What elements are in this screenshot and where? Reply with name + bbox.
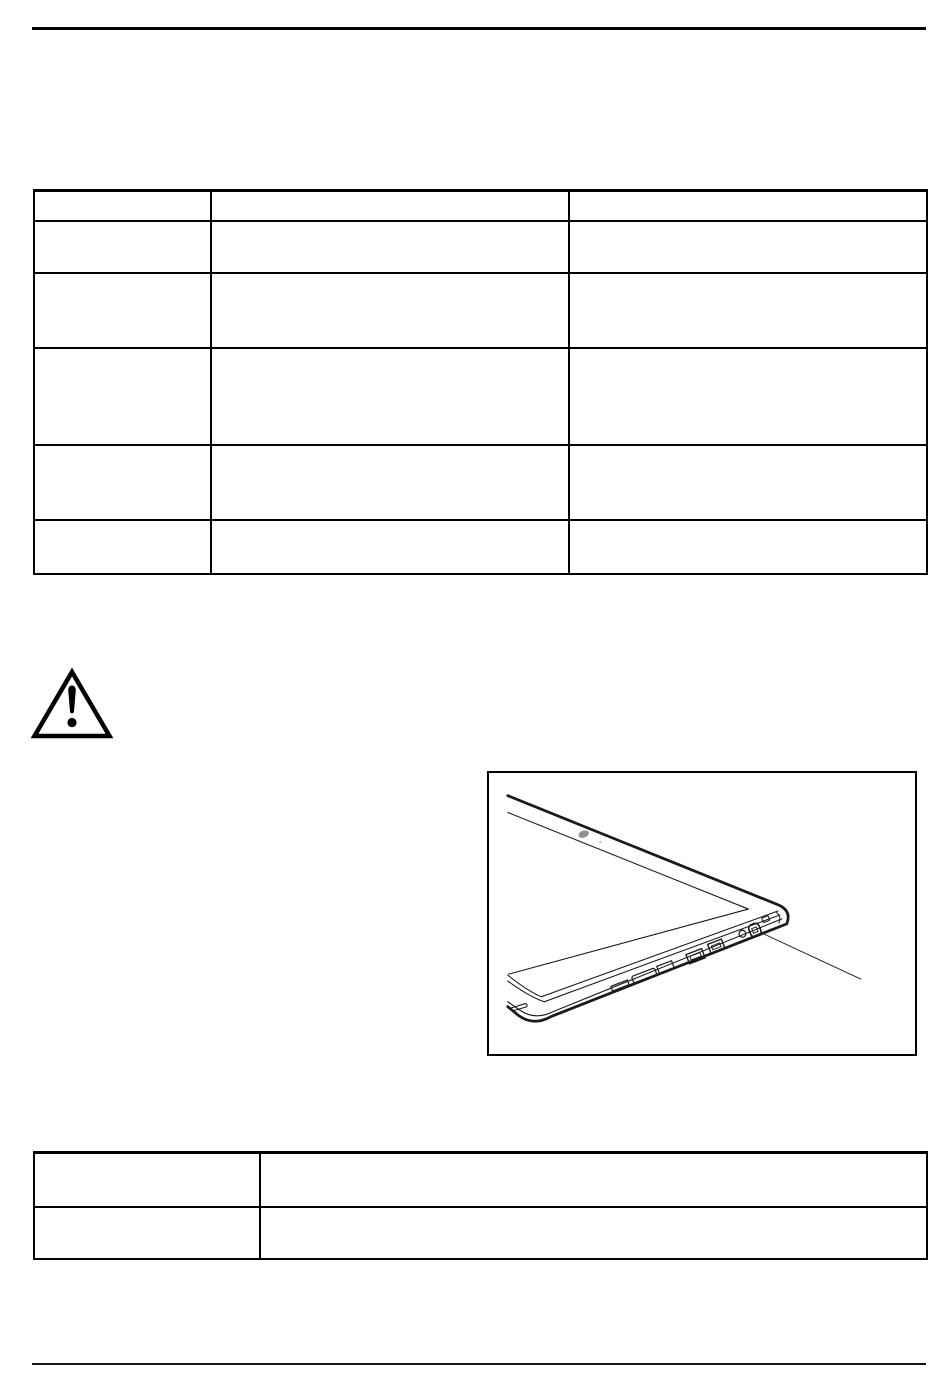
usb-port [708, 939, 725, 954]
upper-table [33, 189, 928, 575]
table-cell [211, 221, 569, 273]
table-cell [211, 520, 569, 574]
table-cell [34, 273, 211, 348]
table-cell [211, 273, 569, 348]
table-cell [569, 191, 927, 221]
table-cell [569, 221, 927, 273]
table-cell [34, 445, 211, 520]
lower-table [33, 1151, 928, 1260]
card-slot [657, 961, 675, 974]
table-cell [211, 348, 569, 445]
header-rule [32, 27, 926, 30]
footer-rule [32, 1363, 926, 1365]
warning-icon [30, 665, 114, 743]
microphone-dot [599, 841, 602, 844]
bezel-line [509, 909, 749, 974]
table-row [34, 1207, 927, 1259]
table-cell [569, 348, 927, 445]
table-cell [211, 445, 569, 520]
table-row [34, 348, 927, 445]
table-cell [34, 348, 211, 445]
camera-icon [577, 829, 590, 839]
callout-leader-line [761, 933, 861, 979]
table-cell [569, 520, 927, 574]
table-cell [34, 221, 211, 273]
table-cell [569, 273, 927, 348]
table-row [34, 221, 927, 273]
device-figure [487, 771, 917, 1056]
table-cell [34, 1207, 260, 1259]
table-cell [260, 1153, 927, 1207]
warning-triangle-exclamation-icon [30, 665, 114, 743]
table-row [34, 1153, 927, 1207]
table-cell [211, 191, 569, 221]
table-row [34, 445, 927, 520]
bezel-line [508, 812, 749, 909]
table-row [34, 520, 927, 574]
table-cell [34, 520, 211, 574]
table-cell [260, 1207, 927, 1259]
table-cell [34, 1153, 260, 1207]
tablet-illustration [489, 773, 915, 1054]
table-cell [34, 191, 211, 221]
table-row [34, 191, 927, 221]
table-row [34, 273, 927, 348]
table-cell [569, 445, 927, 520]
